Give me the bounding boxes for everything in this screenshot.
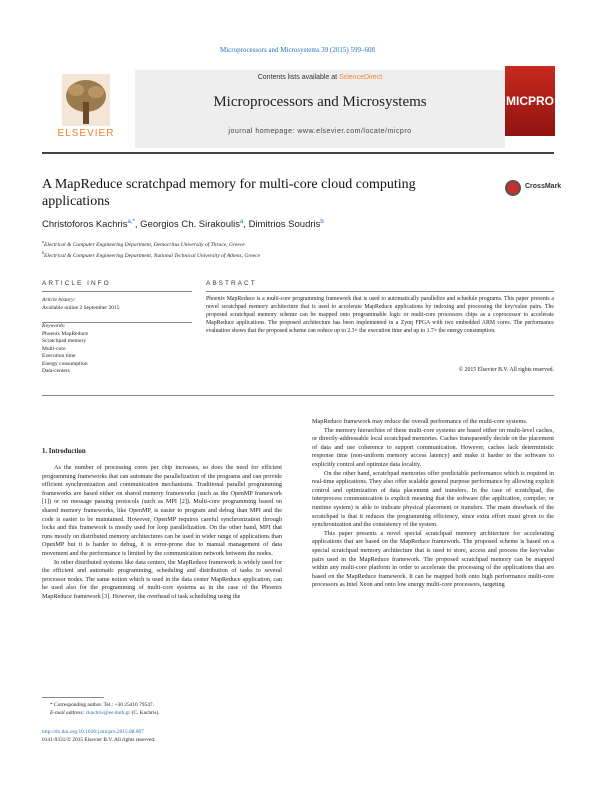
email-line [42, 710, 282, 718]
masthead-center [135, 70, 505, 148]
divider [42, 322, 192, 323]
journal-cover-image [505, 66, 555, 136]
crossmark-badge[interactable] [505, 180, 565, 198]
doi-block [42, 729, 155, 744]
body-column-left [42, 464, 282, 602]
divider [42, 291, 192, 292]
footnote [42, 702, 282, 717]
keyword: Multi-core [42, 345, 66, 352]
email-link[interactable]: ckachris@ee.duth.gr [85, 709, 131, 716]
author-affiliation-marker[interactable]: b [320, 219, 324, 225]
crossmark-icon [505, 180, 521, 196]
history-label: Article history: [42, 297, 76, 303]
footnote-divider [42, 697, 104, 698]
journal-masthead [42, 70, 554, 148]
crossmark-label: CrossMark [525, 183, 562, 190]
author-affiliation-marker[interactable]: a [239, 219, 244, 225]
keyword: Scratchpad memory [42, 338, 87, 344]
sciencedirect-link[interactable]: ScienceDirect [339, 74, 383, 81]
keyword: Phoenix MapReduce [42, 330, 88, 337]
keyword: Execution time [42, 353, 76, 359]
email-owner: (C. Kachris). [131, 709, 160, 716]
author-name: Georgios Ch. Sirakoulis [140, 219, 240, 231]
author-list: Christoforos Kachris$^{a,*}$, Georgios Ch. Sirakoulis$^a$, Dimitrios Soudris$^b$ [42, 219, 324, 231]
journal-reference[interactable]: Microprocessors and Microsystems 39 (2015) 599–608 [220, 46, 375, 54]
journal-homepage[interactable]: journal homepage: www.elsevier.com/locate/micpro [228, 128, 412, 135]
body-paragraph: This paper presents a novel special scratchpad memory architecture for accelerating applications that are based on the MapReduce framework. The proposed scheme is based on a special scratchpad memory architecture that is used to store, access and process the key/value pairs used in the MapReduce framework. The proposed scratchpad memory can be mapped within any multi-core platform in order to accelerate the processing of the applications that are based on the MapReduce framework. It can be mapped both onto high performance multi-core processors as Intel Xeon and onto low energy multi-core processors, targeting [312, 529, 554, 589]
author-affiliation-marker[interactable]: a,* [127, 219, 135, 225]
affiliation: $^a$Electrical & Computer Engineering Department, Democritus University of Thrace, Greece [42, 239, 245, 248]
masthead-divider [42, 152, 554, 154]
article-info [42, 297, 192, 376]
body-paragraph: As the number of processing cores per chip increases, so does the need for efficient programming frameworks that can automate the parallelization of the programs and can provide efficient synchronization and communication mechanisms. Traditional parallel programming frameworks are based either on shared memory frameworks (such as the OpenMP framework [1]) or on message passing protocols (such as MPI [2]). Multi-core programming based on shared memory frameworks, like OpenMP, is easier to program and debug than MPI and the code is easier to be maintained. However, OpenMP requires careful synchronization through locks and this framework is mostly used for loop parallelization. On the other hand, MPI that runs mostly on distributed memory architectures can be used in wider range of applications than OpenMP but it is harder to debug, it is error-prone due to manual management of data movement and the performance is limited by the communication network between the nodes. [42, 464, 282, 557]
cover-label: MICPRO [506, 94, 554, 108]
contents-prefix: Contents lists available at [257, 74, 340, 81]
abstract-heading: ABSTRACT [206, 280, 257, 287]
author-name: Christoforos Kachris [42, 219, 128, 231]
publisher-name: ELSEVIER [57, 128, 115, 139]
rights-line: 0141-9331/© 2015 Elsevier B.V. All rights reserved. [42, 736, 156, 743]
affiliations [42, 238, 554, 260]
corresponding-author: * Corresponding author. Tel.: +30 25410 79547. [50, 702, 154, 708]
contents-line [135, 74, 505, 81]
keyword: Energy consumption [42, 360, 88, 367]
body-paragraph: On the other hand, scratchpad memories offer predictable performance which is required in real-time applications. They also offer scalable general purpose performance by allowing explicit control and optimization of data placement and transfers. In the case of scratchpad, the interprocess communication is explicit meaning that the software (the application, compiler, or runtime system) is able to indicate physical placement or transfers. The main drawback of the scratchpad is that it reduces the programming efficiency, since extra effort must given to the synchronization and the consistency of the system. [312, 469, 554, 529]
paper-title: A MapReduce scratchpad memory for multi-core cloud computing applications [42, 177, 416, 209]
divider [206, 291, 554, 292]
section-heading-introduction: 1. Introduction [42, 448, 86, 455]
author-name: Dimitrios Soudris [248, 219, 321, 231]
body-paragraph: In other distributed systems like data centers, the MapReduce framework is widely used for the efficient and automatic programming, scheduling and distribution of tasks to several processor nodes. The same notion which is used in the data center MapReduce application, can be used also for the programming of multi-core systems as in the case of the Phoenix MapReduce framework [3]. However, the overhead of task scheduling using the [42, 558, 282, 600]
history-date: Available online 2 September 2015 [42, 304, 120, 311]
body-column-right [312, 418, 554, 590]
abstract-copyright: © 2015 Elsevier B.V. All rights reserved. [458, 367, 554, 373]
email-label: E-mail address: [50, 709, 85, 716]
body-paragraph: MapReduce framework may reduce the overall performance of the multi-core systems. [312, 418, 528, 425]
divider [42, 395, 554, 396]
journal-title: Microprocessors and Microsystems [213, 94, 427, 110]
affiliation: $^b$Electrical & Computer Engineering Department, National Technical University of Athens, Greece [42, 249, 261, 259]
abstract-text: Phoenix MapReduce is a multi-core programming framework that is used to automatically parallelize and schedule programs. This paper presents a novel scratchpad memory architecture that is used to accelerate MapReduce applications by indexing and processing the key/value pairs. The proposed scratchpad memory scheme can be mapped onto programmable logic or multi-core processors chips as a coprocessor to accelerate MapReduce applications. The proposed architecture has been implemented in a Zynq FPGA with two embedded ARM cores. The performance evaluation shows that the proposed scheme can reduce up to 2.3× the execution time and up to 1.7× the energy consumption. [206, 296, 554, 334]
doi-link[interactable]: http://dx.doi.org/10.1016/j.micpro.2015.08.007 [42, 729, 144, 735]
article-info-heading: ARTICLE INFO [42, 280, 111, 287]
body-paragraph: The memory hierarchies of these multi-core systems are based either on multi-level caches, or directly-addressable local scratchpad memories. Caches transparently decide on the placement of data and use coherence to support communication. However, caches lack deterministic response time (non-uniform memory access latency) and make it harder to the software to explicitly control and optimize data locality. [312, 426, 554, 468]
keywords-label: Keywords: [42, 323, 66, 329]
keyword: Data-centers [42, 368, 70, 374]
